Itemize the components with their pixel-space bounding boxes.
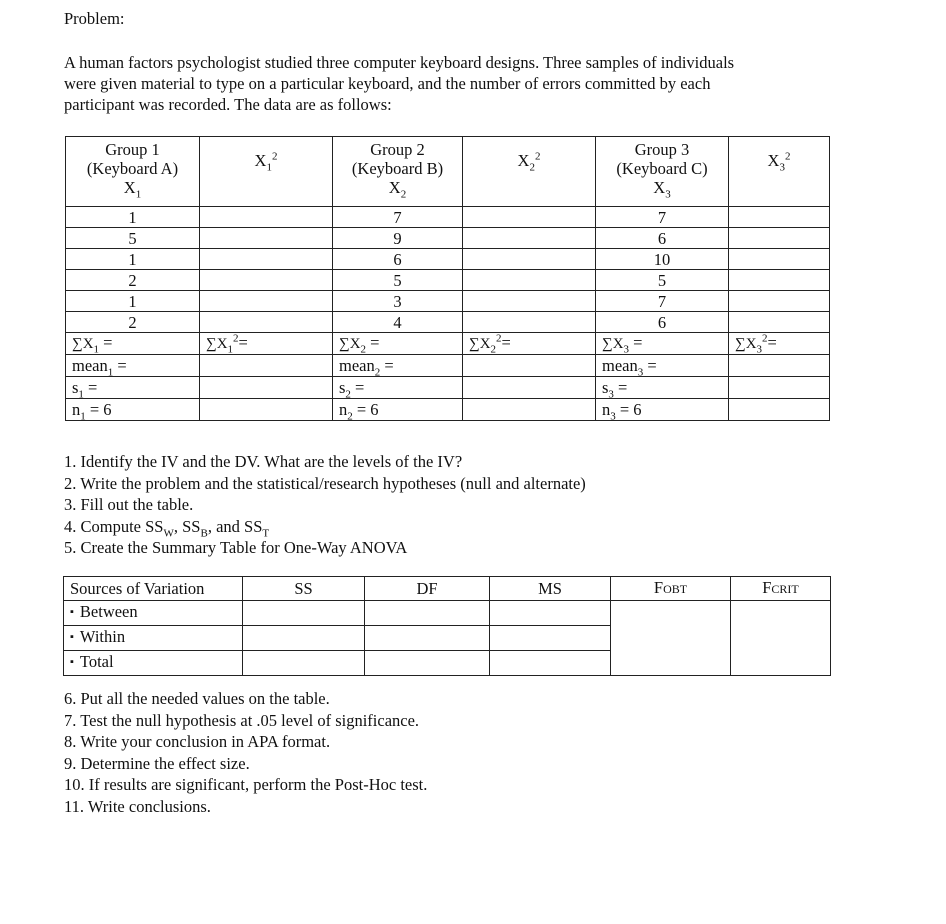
group2-value: 7 (333, 207, 463, 228)
sum-row (66, 333, 830, 355)
empty-cell (729, 270, 830, 291)
empty-cell (463, 249, 596, 270)
group3-mean: mean$_3$ = (596, 355, 729, 377)
mean-row (66, 355, 830, 377)
ms-cell (490, 626, 611, 651)
ms-cell (490, 651, 611, 676)
group3-sum-squares: $\sum X_3^2=$ (729, 333, 830, 355)
table-row (66, 249, 830, 270)
group1-n: $n_1 = 6$ (66, 399, 200, 421)
ss-cell (243, 626, 365, 651)
group1-value: 5 (66, 228, 200, 249)
empty-cell (463, 377, 596, 399)
task-item: 6. Put all the needed values on the table. (64, 689, 330, 708)
bullet-icon: ▪ (70, 656, 74, 668)
group2-value: 9 (333, 228, 463, 249)
group1-sum-squares: $\sum X_1^2=$ (200, 333, 333, 355)
table-header-row (66, 137, 830, 207)
group1-squared-header: $X_1^2$ (200, 137, 333, 207)
group1-value: 1 (66, 207, 200, 228)
group3-squared-header: $X_3^2$ (729, 137, 830, 207)
task-list (64, 688, 427, 817)
ms-header: MS (490, 577, 611, 601)
question-item: 3. Fill out the table. (64, 495, 194, 514)
task-item: 9. Determine the effect size. (64, 753, 250, 773)
fobt-cell (611, 601, 731, 676)
group1-value: 2 (66, 312, 200, 333)
group2-value: 5 (333, 270, 463, 291)
group3-sum: $\sum X_3$ = (596, 333, 729, 355)
anova-row-between (64, 601, 831, 626)
empty-cell (463, 312, 596, 333)
group2-header: Group 2 (Keyboard B) $X_2$ (333, 137, 463, 207)
intro-line: A human factors psychologist studied three computer keyboard designs. Three samples of individuals (64, 53, 735, 72)
empty-cell (200, 291, 333, 312)
group3-sd: $s_3$ = (596, 377, 729, 399)
task-item: 11. Write conclusions. (64, 796, 211, 816)
group3-value: 6 (596, 228, 729, 249)
task-item: 10. If results are significant, perform the Post-Hoc test. (64, 775, 428, 794)
source-within: ▪ Within (64, 626, 243, 651)
df-header: DF (365, 577, 490, 601)
bullet-icon: ▪ (70, 606, 74, 618)
ss-cell (243, 601, 365, 626)
empty-cell (200, 228, 333, 249)
empty-cell (729, 228, 830, 249)
fcrit-cell (731, 601, 831, 676)
empty-cell (729, 399, 830, 421)
question-item: 2. Write the problem and the statistical/research hypotheses (null and alternate) (64, 473, 586, 493)
n-row (66, 399, 830, 421)
intro-line: participant was recorded. The data are as follows: (64, 95, 392, 114)
empty-cell (463, 399, 596, 421)
question-item: 4. Compute $SS_W$, $SS_B$, and $SS_T$ (64, 516, 270, 539)
problem-intro (64, 52, 864, 115)
group2-squared-header: $X_2^2$ (463, 137, 596, 207)
empty-cell (200, 249, 333, 270)
group1-header: Group 1 (Keyboard A) $X_1$ (66, 137, 200, 207)
empty-cell (729, 291, 830, 312)
table-row (66, 312, 830, 333)
group3-header: Group 3 (Keyboard C) $X_3$ (596, 137, 729, 207)
task-item: 8. Write your conclusion in APA format. (64, 732, 331, 751)
empty-cell (200, 270, 333, 291)
group1-value: 1 (66, 291, 200, 312)
empty-cell (200, 355, 333, 377)
empty-cell (729, 207, 830, 228)
intro-line: were given material to type on a particular keyboard, and the number of errors committed by each (64, 74, 711, 93)
table-row (66, 207, 830, 228)
fcrit-header: FCRIT (731, 577, 831, 601)
table-row (66, 291, 830, 312)
sources-header: Sources of Variation (64, 577, 243, 601)
ms-cell (490, 601, 611, 626)
empty-cell (729, 377, 830, 399)
table-row (66, 270, 830, 291)
group3-value: 10 (596, 249, 729, 270)
source-total: ▪ Total (64, 651, 243, 676)
keyboard-data-table (65, 136, 830, 421)
question-list (64, 451, 586, 559)
sd-row (66, 377, 830, 399)
group2-mean: mean$_2$ = (333, 355, 463, 377)
ss-header: SS (243, 577, 365, 601)
empty-cell (200, 312, 333, 333)
empty-cell (729, 249, 830, 270)
question-item: 5. Create the Summary Table for One-Way ANOVA (64, 538, 408, 557)
group2-value: 6 (333, 249, 463, 270)
group2-value: 3 (333, 291, 463, 312)
empty-cell (463, 228, 596, 249)
group3-n: $n_3 = 6$ (596, 399, 729, 421)
empty-cell (200, 207, 333, 228)
group1-sd: $s_1$ = (66, 377, 200, 399)
table-row (66, 228, 830, 249)
group2-value: 4 (333, 312, 463, 333)
ss-cell (243, 651, 365, 676)
empty-cell (463, 207, 596, 228)
group1-value: 1 (66, 249, 200, 270)
fobt-header: FOBT (611, 577, 731, 601)
group3-value: 5 (596, 270, 729, 291)
empty-cell (200, 377, 333, 399)
group2-sum-squares: $\sum X_2^2=$ (463, 333, 596, 355)
empty-cell (463, 355, 596, 377)
group2-n: $n_2 = 6$ (333, 399, 463, 421)
group2-sum: $\sum X_2$ = (333, 333, 463, 355)
group3-value: 7 (596, 291, 729, 312)
question-item: 1. Identify the IV and the DV. What are the levels of the IV? (64, 452, 463, 471)
group1-mean: mean$_1$ = (66, 355, 200, 377)
df-cell (365, 601, 490, 626)
anova-summary-table (63, 576, 831, 676)
empty-cell (729, 355, 830, 377)
group1-value: 2 (66, 270, 200, 291)
df-cell (365, 626, 490, 651)
empty-cell (729, 312, 830, 333)
source-between: ▪ Between (64, 601, 243, 626)
group2-sd: $s_2$ = (333, 377, 463, 399)
bullet-icon: ▪ (70, 631, 74, 643)
anova-header-row (64, 577, 831, 601)
problem-heading: Problem: (64, 9, 125, 28)
group3-value: 7 (596, 207, 729, 228)
empty-cell (463, 270, 596, 291)
empty-cell (463, 291, 596, 312)
df-cell (365, 651, 490, 676)
group3-value: 6 (596, 312, 729, 333)
empty-cell (200, 399, 333, 421)
group1-sum: $\sum X_1$ = (66, 333, 200, 355)
task-item: 7. Test the null hypothesis at .05 level of significance. (64, 710, 420, 730)
